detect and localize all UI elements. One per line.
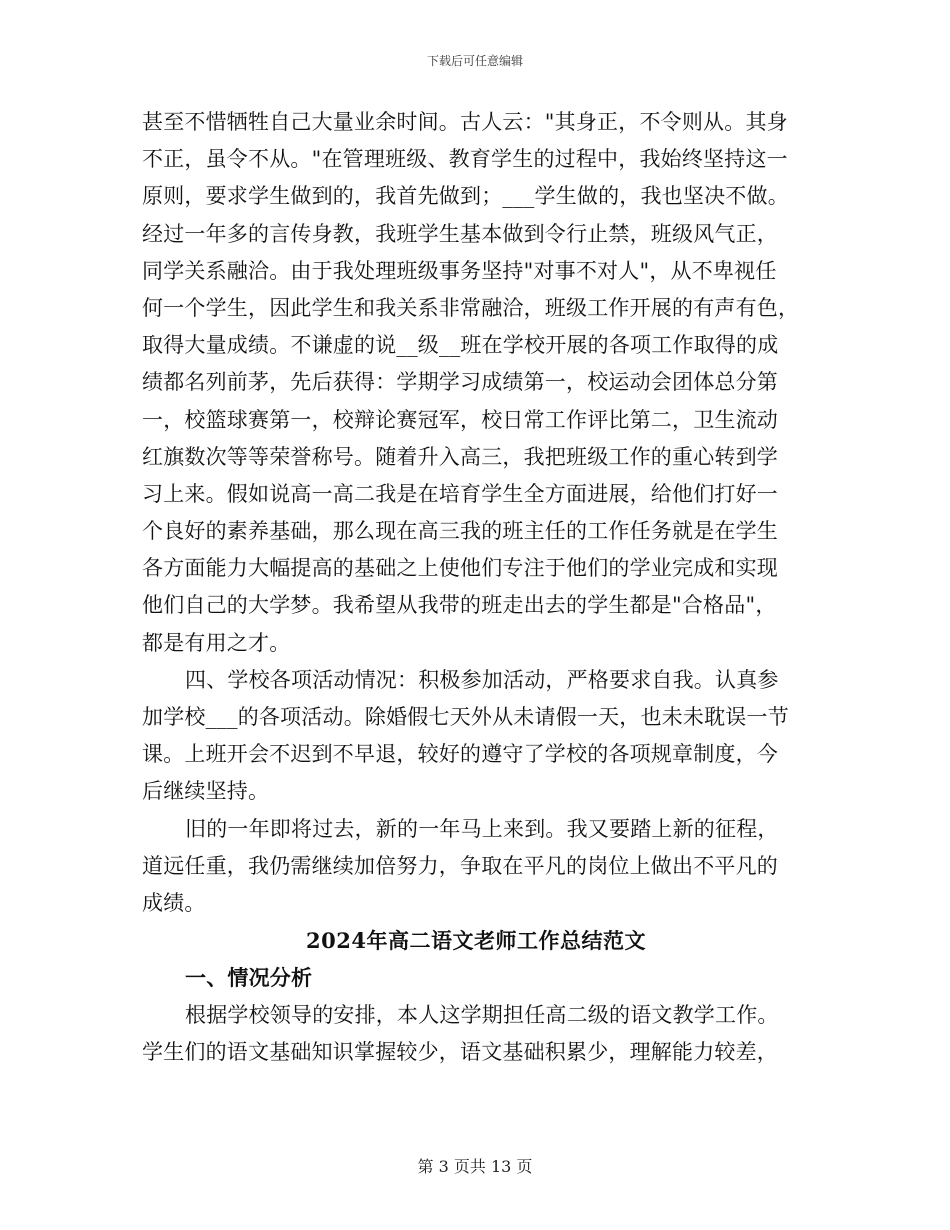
text-line: 各方面能力大幅提高的基础之上使他们专注于他们的学业完成和实现: [142, 556, 778, 581]
page-header: 下载后可任意编辑: [426, 54, 523, 68]
text-line: 课。上班开会不迟到不早退，较好的遵守了学校的各项规章制度，今: [142, 742, 778, 767]
text-line: 他们自己的大学梦。我希望从我带的班走出去的学生都是"合格品"，: [142, 593, 777, 618]
text-line: 习上来。假如说高一高二我是在培育学生全方面进展，给他们打好一: [142, 481, 778, 506]
text-line: 根据学校领导的安排，本人这学期担任高二级的语文教学工作。: [185, 1002, 779, 1027]
text-line: 学生们的语文基础知识掌握较少，语文基础积累少，理解能力较差，: [142, 1039, 778, 1064]
page-number: 第 3 页共 13 页: [417, 1157, 533, 1176]
text-line: 后继续坚持。: [142, 779, 270, 804]
text-line: 成绩。: [142, 890, 206, 915]
text-line: 都是有用之才。: [142, 630, 291, 655]
text-line: 同学关系融洽。由于我处理班级事务坚持"对事不对人"，从不卑视任: [142, 258, 777, 283]
text-line: 原则，要求学生做到的，我首先做到；___学生做的，我也坚决不做。: [142, 184, 789, 209]
text-line: 红旗数次等等荣誉称号。随着升入高三，我把班级工作的重心转到学: [142, 444, 778, 469]
text-line: 一，校篮球赛第一，校辩论赛冠军，校日常工作评比第二，卫生流动: [142, 407, 778, 432]
text-line: 甚至不惜牺牲自己大量业余时间。古人云："其身正，不令则从。其身: [142, 110, 788, 134]
text-line: 绩都名列前茅，先后获得：学期学习成绩第一，校运动会团体总分第: [142, 370, 778, 395]
text-line: 取得大量成绩。不谦虚的说__级__班在学校开展的各项工作取得的成: [142, 333, 779, 358]
text-line: 加学校___的各项活动。除婚假七天外从未请假一天，也未未耽误一节: [142, 705, 789, 729]
section-heading: 一、情况分析: [185, 965, 313, 991]
text-line: 何一个学生，因此学生和我关系非常融洽，班级工作开展的有声有色，: [142, 295, 800, 320]
text-line: 道远任重，我仍需继续加倍努力，争取在平凡的岗位上做出不平凡的: [142, 853, 778, 878]
text-line: 个良好的素养基础，那么现在高三我的班主任的工作任务就是在学生: [142, 519, 778, 544]
text-line: 经过一年多的言传身教，我班学生基本做到令行止禁，班级风气正，: [142, 221, 778, 246]
document-body: [142, 104, 810, 1071]
text-line: 不正，虽令不从。"在管理班级、教育学生的过程中，我始终坚持这一: [142, 147, 788, 172]
document-title: 2024年高二语文老师工作总结范文: [306, 928, 646, 954]
text-line: 旧的一年即将过去，新的一年马上来到。我又要踏上新的征程，: [185, 816, 779, 841]
text-line: 四、学校各项活动情况：积极参加活动，严格要求自我。认真参: [185, 667, 779, 692]
